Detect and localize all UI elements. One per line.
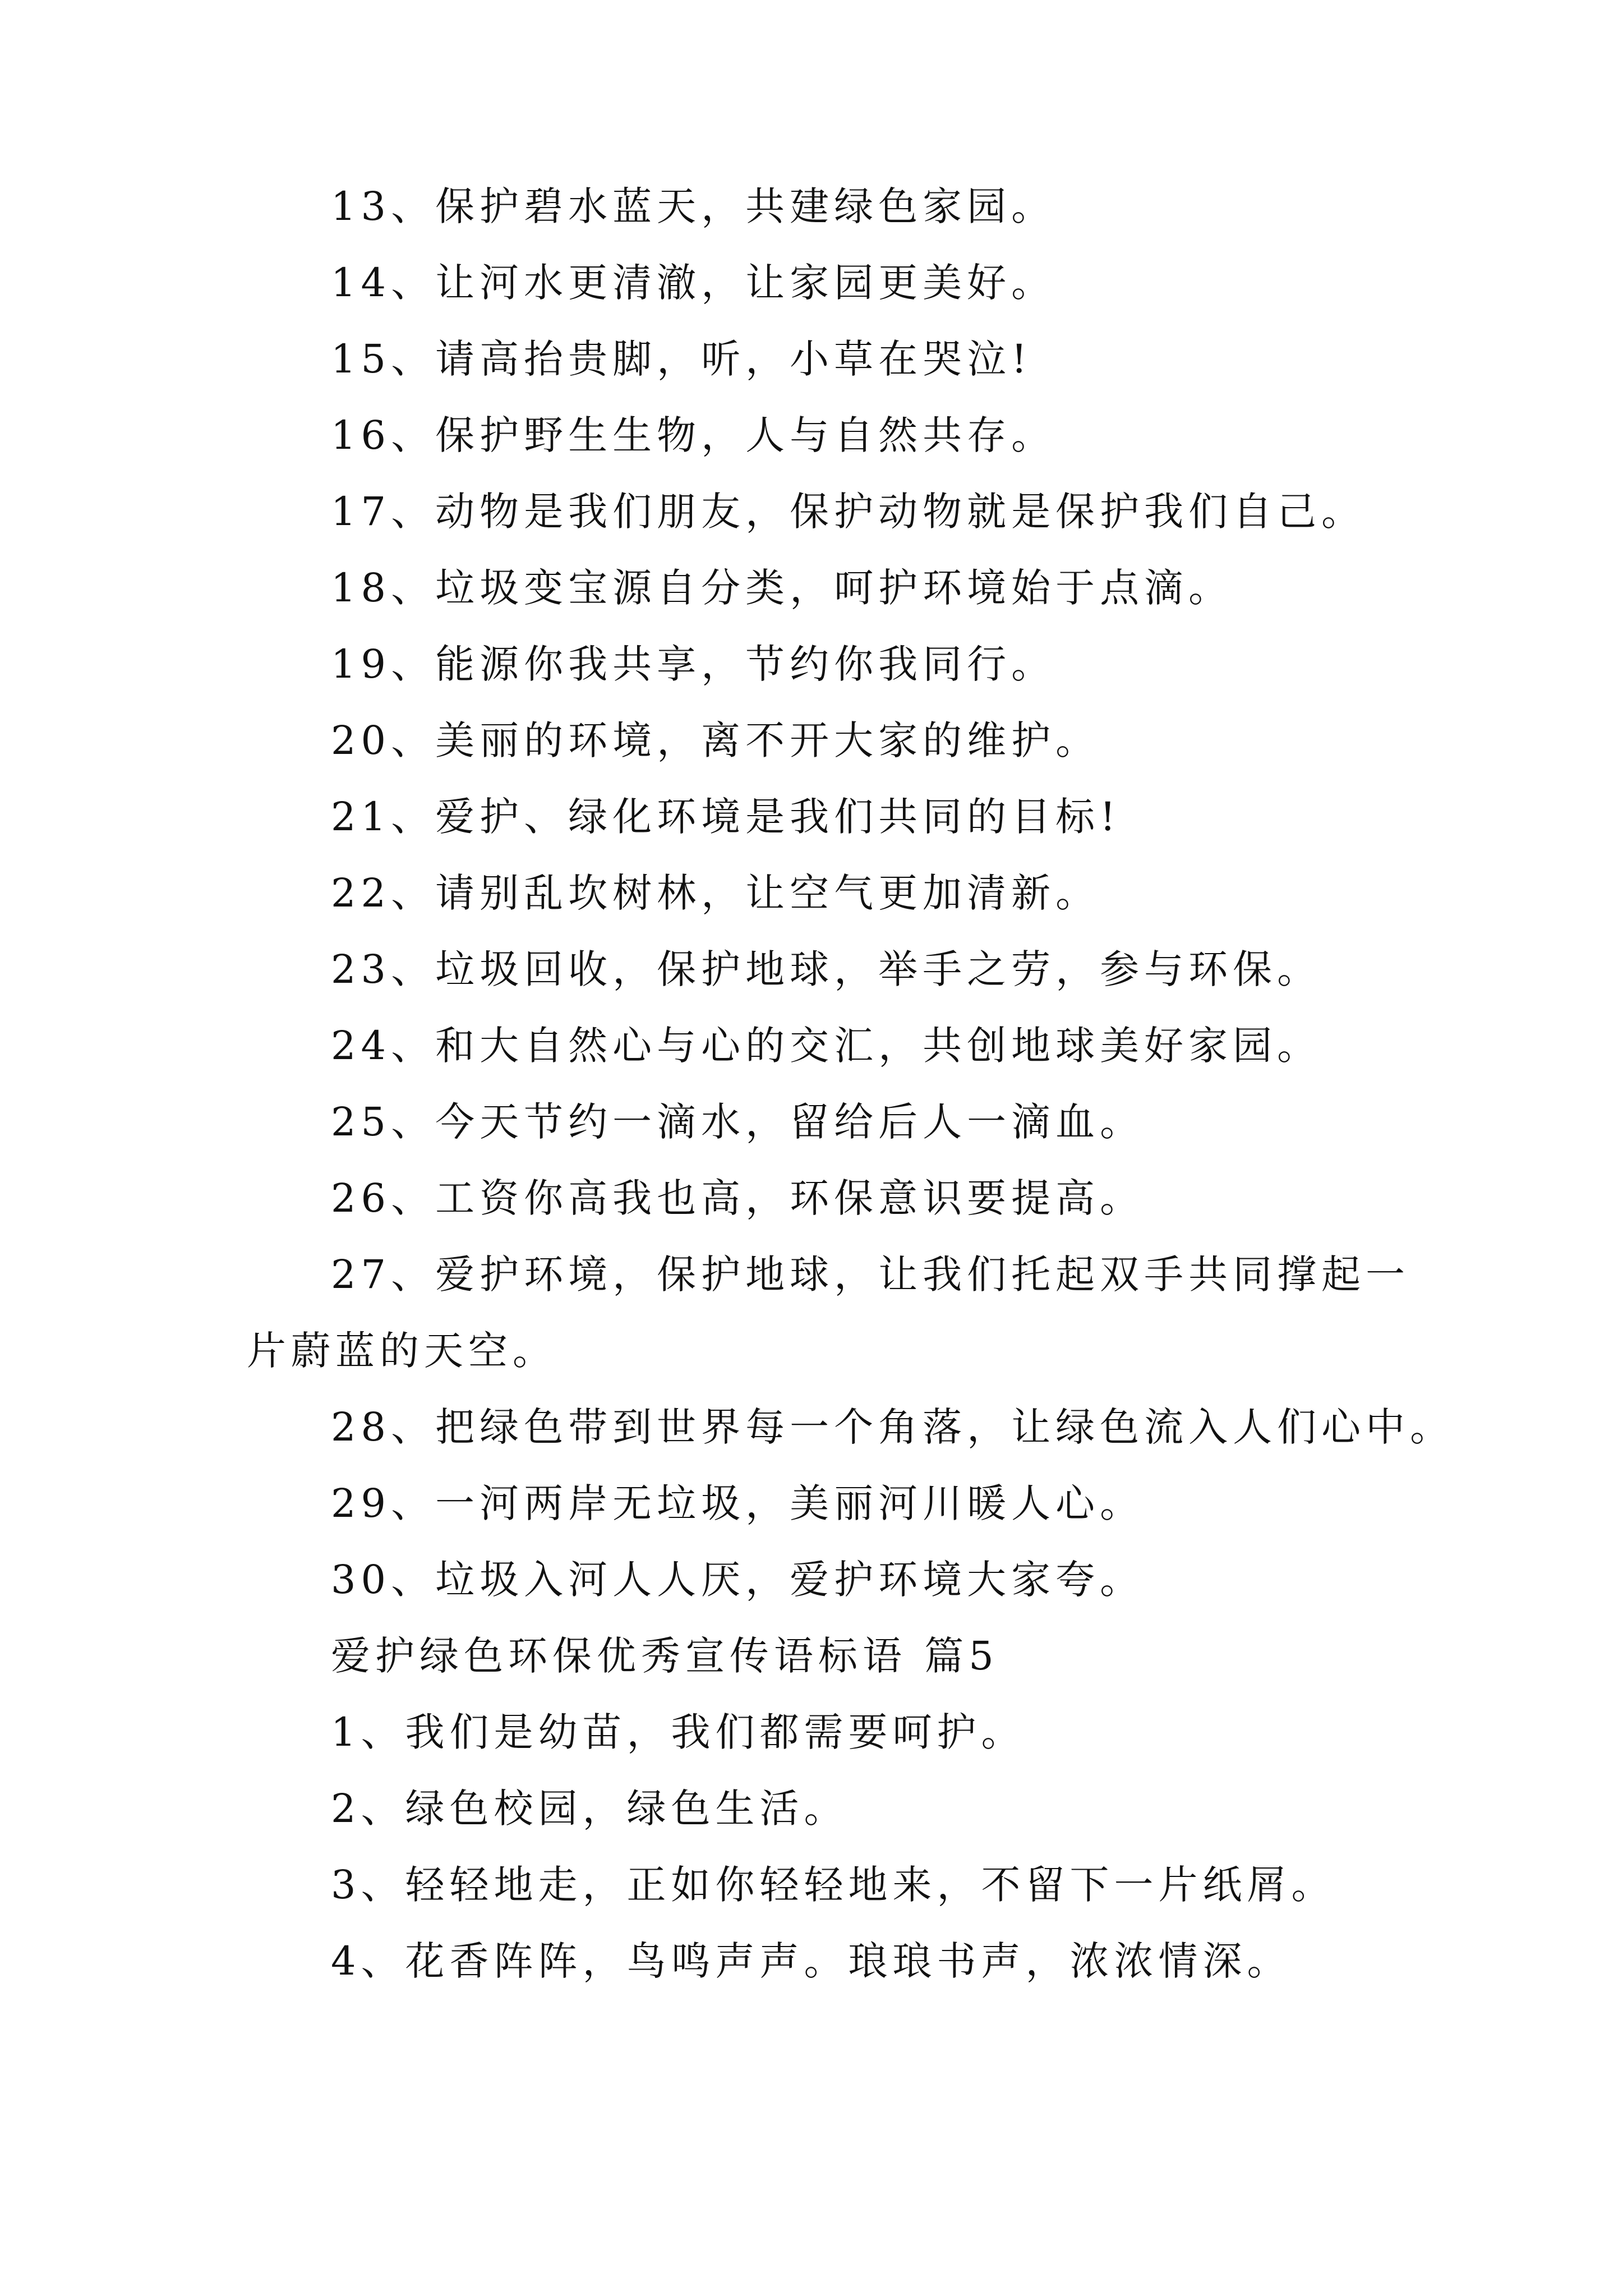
slogan-line-21: 21、爱护、绿化环境是我们共同的目标!	[331, 794, 1121, 840]
slogan-line-18: 18、垃圾变宝源自分类，呵护环境始于点滴。	[331, 565, 1233, 611]
slogan-line-27: 27、爱护环境，保护地球，让我们托起双手共同撑起一	[331, 1251, 1410, 1297]
slogan-line-24: 24、和大自然心与心的交汇，共创地球美好家园。	[331, 1023, 1322, 1069]
slogan-line-25: 25、今天节约一滴水，留给后人一滴血。	[331, 1099, 1145, 1145]
slogan-line-2: 2、绿色校园，绿色生活。	[331, 1786, 849, 1832]
slogan-line-29: 29、一河两岸无垃圾，美丽河川暖人心。	[331, 1480, 1145, 1526]
slogan-line-15: 15、请高抬贵脚，听，小草在哭泣!	[331, 336, 1032, 382]
slogan-line-1: 1、我们是幼苗，我们都需要呵护。	[331, 1709, 1026, 1755]
slogan-line-16: 16、保护野生生物，人与自然共存。	[331, 412, 1056, 458]
slogan-line-3: 3、轻轻地走，正如你轻轻地来，不留下一片纸屑。	[331, 1862, 1336, 1908]
slogan-line-27-continued: 片蔚蓝的天空。	[247, 1328, 557, 1374]
slogan-line-26: 26、工资你高我也高，环保意识要提高。	[331, 1175, 1145, 1221]
slogan-line-4: 4、花香阵阵，鸟鸣声声。琅琅书声，浓浓情深。	[331, 1938, 1292, 1984]
slogan-line-30: 30、垃圾入河人人厌，爱护环境大家夸。	[331, 1557, 1145, 1603]
slogan-line-23: 23、垃圾回收，保护地球，举手之劳，参与环保。	[331, 946, 1322, 992]
slogan-line-14: 14、让河水更清澈，让家园更美好。	[331, 260, 1056, 306]
slogan-line-22: 22、请别乱坎树林，让空气更加清新。	[331, 870, 1100, 916]
slogan-line-13: 13、保护碧水蓝天，共建绿色家园。	[331, 183, 1056, 229]
slogan-line-20: 20、美丽的环境，离不开大家的维护。	[331, 717, 1100, 763]
section-heading: 爱护绿色环保优秀宣传语标语 篇5	[331, 1633, 999, 1679]
document-body	[247, 168, 1455, 1999]
slogan-line-19: 19、能源你我共享，节约你我同行。	[331, 641, 1056, 687]
slogan-line-28: 28、把绿色带到世界每一个角落，让绿色流入人们心中。	[331, 1404, 1455, 1450]
slogan-line-17: 17、动物是我们朋友，保护动物就是保护我们自己。	[331, 489, 1366, 535]
